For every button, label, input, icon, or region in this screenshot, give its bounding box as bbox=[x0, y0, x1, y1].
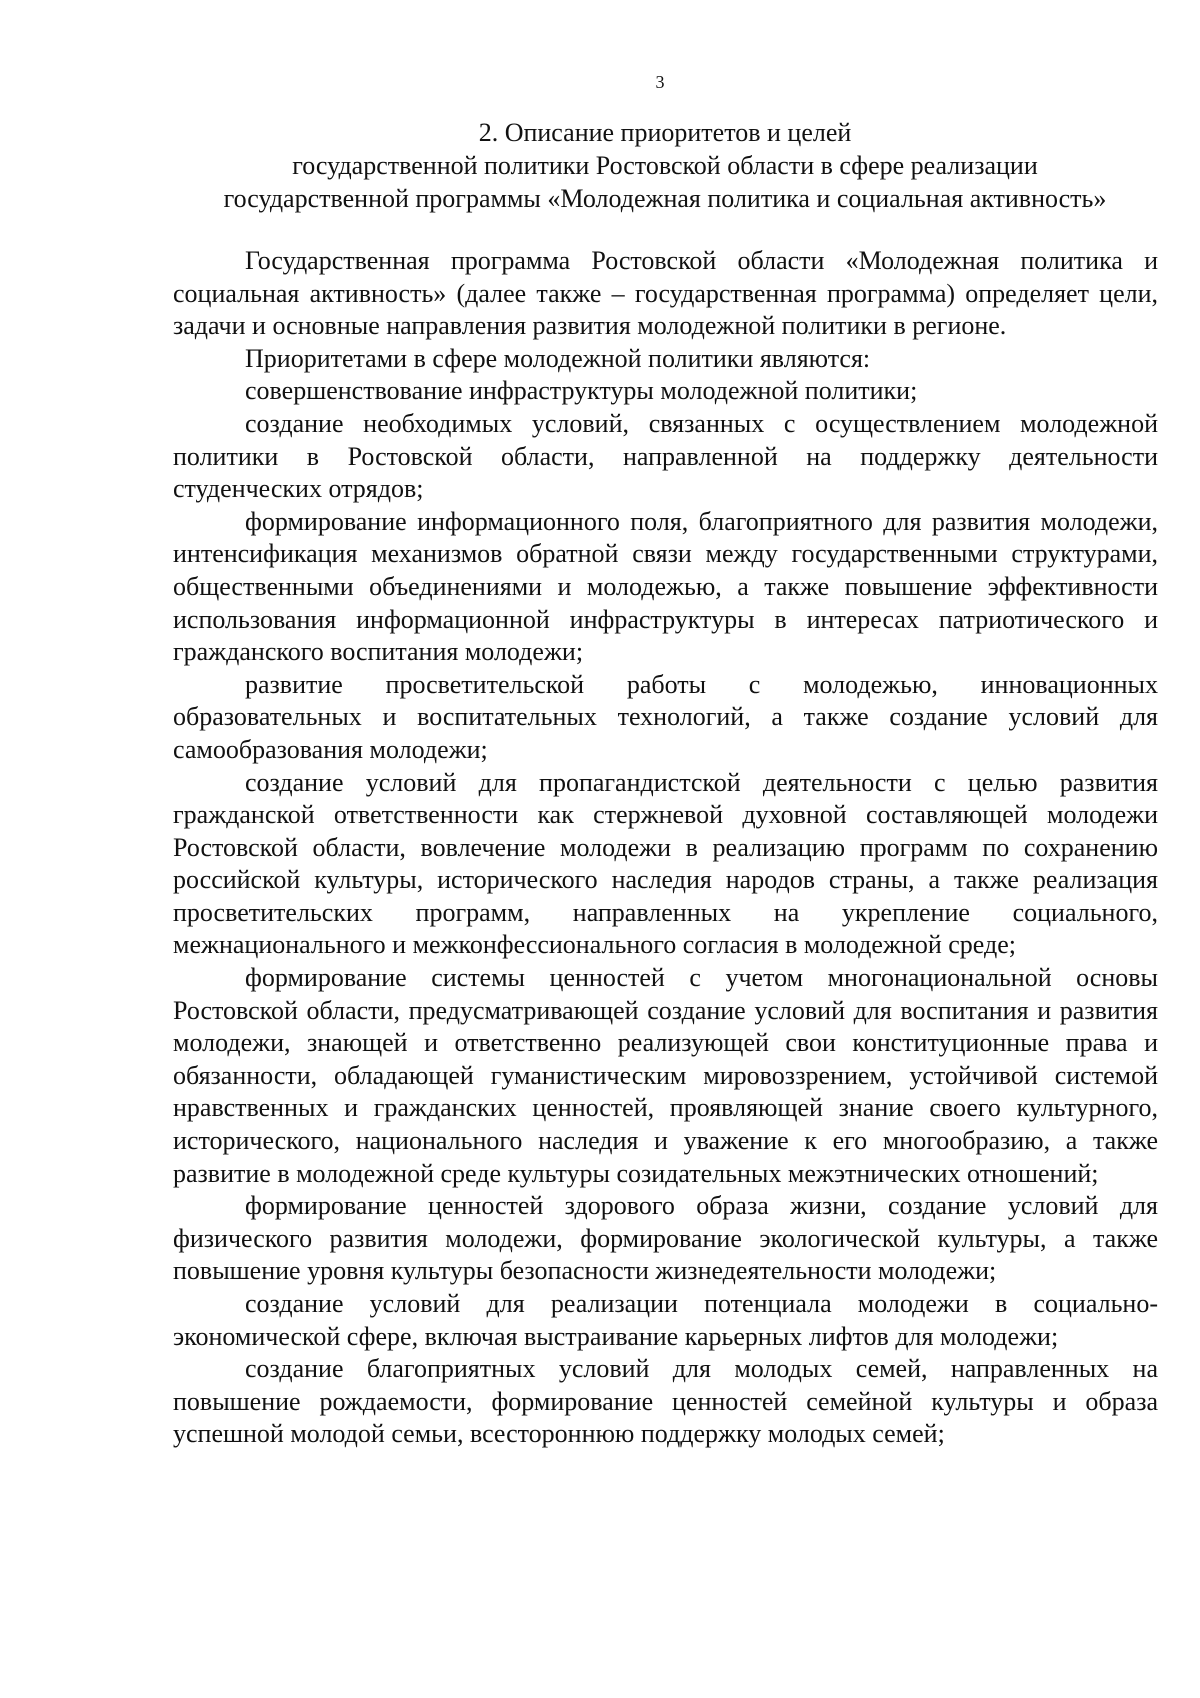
heading-line-1: 2. Описание приоритетов и целей bbox=[478, 118, 852, 147]
body-text bbox=[173, 245, 1158, 1451]
paragraph: создание условий для реализации потенциала молодежи в социально-экономической сфере, включая выстраивание карьерных лифтов для молодежи; bbox=[173, 1289, 1158, 1351]
section-heading bbox=[170, 116, 1160, 215]
paragraph: создание благоприятных условий для молодых семей, направленных на повышение рождаемости, формирование ценностей семейной культуры и образа успешной молодой семьи, всестороннюю поддержку молодых семей; bbox=[173, 1354, 1158, 1449]
paragraph: развитие просветительской работы с молодежью, инновационных образовательных и воспитательных технологий, а также создание условий для самообразования молодежи; bbox=[173, 669, 1158, 764]
paragraph: создание условий для пропагандистской деятельности с целью развития гражданской ответственности как стержневой духовной составляющей молодежи Ростовской области, вовлечение молодежи в реализацию программ по сохранению российской культуры, исторического наследия народов страны, а также реализация просветительских программ, направленных на укрепление социального, межнационального и межконфессионального согласия в молодежной среде; bbox=[173, 767, 1158, 960]
heading-line-3: государственной программы «Молодежная политика и социальная активность» bbox=[223, 184, 1107, 213]
page-number: 3 bbox=[655, 72, 665, 92]
heading-line-2: государственной политики Ростовской области в сфере реализации bbox=[292, 151, 1038, 180]
paragraph: Государственная программа Ростовской области «Молодежная политика и социальная активность» (далее также – государственная программа) определяет цели, задачи и основные направления развития молодежной политики в регионе. bbox=[173, 246, 1158, 341]
paragraph: формирование системы ценностей с учетом многонациональной основы Ростовской области, предусматривающей создание условий для воспитания и развития молодежи, знающей и ответственно реализующей свои конституционные права и обязанности, обладающей гуманистическим мировоззрением, устойчивой системой нравственных и гражданских ценностей, проявляющей знание своего культурного, исторического, национального наследия и уважение к его многообразию, а также развитие в молодежной среде культуры созидательных межэтнических отношений; bbox=[173, 963, 1158, 1188]
paragraph: формирование ценностей здорового образа жизни, создание условий для физического развития молодежи, формирование экологической культуры, а также повышение уровня культуры безопасности жизнедеятельности молодежи; bbox=[173, 1191, 1158, 1286]
paragraph: создание необходимых условий, связанных с осуществлением молодежной политики в Ростовской области, направленной на поддержку деятельности студенческих отрядов; bbox=[173, 408, 1158, 504]
paragraph: совершенствование инфраструктуры молодежной политики; bbox=[245, 376, 918, 406]
paragraph: Приоритетами в сфере молодежной политики являются: bbox=[245, 343, 871, 373]
paragraph: формирование информационного поля, благоприятного для развития молодежи, интенсификация механизмов обратной связи между государственными структурами, общественными объединениями и молодежью, а также повышение эффективности использования информационной инфраструктуры в интересах патриотического и гражданского воспитания молодежи; bbox=[173, 506, 1158, 667]
